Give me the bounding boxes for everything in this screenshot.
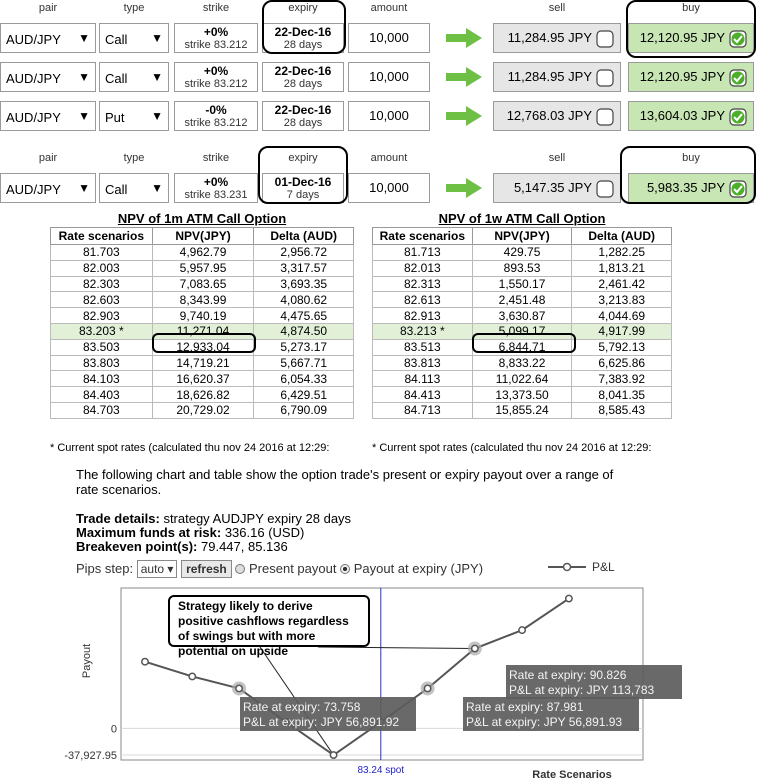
sell-price: 5,147.35 JPY xyxy=(513,180,592,195)
header-strike: strike xyxy=(202,152,230,164)
arrow-right-icon xyxy=(444,67,484,87)
buy-price-button[interactable] xyxy=(628,101,754,131)
delta-cell: 8,041.35 xyxy=(572,387,672,403)
rate-cell: 83.203 * xyxy=(51,323,153,339)
rate-cell: 84.703 xyxy=(51,402,153,418)
table-row xyxy=(373,402,672,418)
strike-field[interactable] xyxy=(174,101,258,131)
pair-select[interactable] xyxy=(0,62,96,92)
npv-cell: 16,620.37 xyxy=(152,371,254,387)
buy-price-button[interactable] xyxy=(628,62,754,92)
strike-field[interactable] xyxy=(174,62,258,92)
funds-value: 336.16 (USD) xyxy=(224,525,305,540)
delta-cell: 2,461.42 xyxy=(572,276,672,292)
table-row xyxy=(51,308,354,324)
y-tick-label: -37,927.95 xyxy=(64,750,117,763)
type-value: Call xyxy=(105,32,128,47)
npv-left-table xyxy=(50,227,354,419)
npv-cell: 429.75 xyxy=(472,245,572,261)
delta-cell: 6,790.09 xyxy=(254,402,354,418)
column-header: Rate scenarios xyxy=(373,228,473,245)
tooltip-rate: Rate at expiry: 73.758 xyxy=(243,700,361,714)
column-header: NPV(JPY) xyxy=(472,228,572,245)
delta-cell: 6,054.33 xyxy=(254,371,354,387)
header-buy: buy xyxy=(682,2,700,14)
npv-cell: 13,373.50 xyxy=(472,387,572,403)
details-label: Trade details: xyxy=(76,511,160,526)
expiry-field[interactable] xyxy=(262,101,344,131)
delta-cell: 5,667.71 xyxy=(254,355,354,371)
x-axis-label: Rate Scenarios xyxy=(532,769,612,781)
data-point[interactable] xyxy=(519,627,525,633)
type-value: Call xyxy=(105,182,128,197)
npv-cell: 2,451.48 xyxy=(472,292,572,308)
pair-select[interactable] xyxy=(0,173,96,203)
arrow-right-icon xyxy=(444,178,484,198)
dropdown-arrow-icon: ▼ xyxy=(151,181,163,195)
npv-left-body xyxy=(51,245,354,419)
sell-price-button[interactable] xyxy=(493,173,621,203)
type-value: Call xyxy=(105,71,128,86)
expiry-days: 7 days xyxy=(286,189,320,201)
rate-cell: 82.003 xyxy=(51,260,153,276)
strike-percent: +0% xyxy=(203,25,229,39)
npv-cell: 14,719.21 xyxy=(152,355,254,371)
rate-cell: 82.603 xyxy=(51,292,153,308)
buy-price: 5,983.35 JPY xyxy=(646,180,725,195)
expiry-days: 28 days xyxy=(283,78,323,90)
data-point[interactable] xyxy=(142,659,148,665)
amount-input[interactable]: 10,000 xyxy=(348,23,430,53)
callout-box xyxy=(168,595,370,658)
column-header: Delta (AUD) xyxy=(254,228,354,245)
npv-cell: 6,844.71 xyxy=(472,339,572,355)
npv-cell: 11,022.64 xyxy=(472,371,572,387)
rate-cell: 84.103 xyxy=(51,371,153,387)
header-type: type xyxy=(123,152,145,164)
dropdown-arrow-icon: ▼ xyxy=(151,70,163,84)
table-row xyxy=(51,371,354,387)
arrow-right-icon xyxy=(444,106,484,126)
rate-cell: 83.213 * xyxy=(373,323,473,339)
rate-cell: 83.813 xyxy=(373,355,473,371)
dropdown-arrow-icon: ▼ xyxy=(78,109,90,123)
expiry-payout-label: Payout at expiry (JPY) xyxy=(353,561,484,576)
header-amount: amount xyxy=(370,152,408,164)
rate-cell: 82.303 xyxy=(51,276,153,292)
refresh-button[interactable]: refresh xyxy=(181,560,232,578)
sell-checkbox[interactable] xyxy=(596,30,614,48)
rate-cell: 84.113 xyxy=(373,371,473,387)
expiry-days: 28 days xyxy=(283,117,323,129)
buy-highlight-oval xyxy=(620,146,756,204)
chart-legend xyxy=(548,560,615,574)
sell-price-button[interactable] xyxy=(493,62,621,92)
expiry-field[interactable] xyxy=(262,62,344,92)
description-text: The following chart and table show the option trade's present or expiry payout over a range of rate scenarios. xyxy=(76,467,614,497)
npv-cell: 8,833.22 xyxy=(472,355,572,371)
header-expiry: expiry xyxy=(288,2,318,14)
rate-cell: 84.413 xyxy=(373,387,473,403)
table-row xyxy=(51,402,354,418)
table-row xyxy=(373,245,672,261)
data-point[interactable] xyxy=(236,685,242,691)
npv-right-footnote: * Current spot rates (calculated thu nov 24 2016 at 12:29: xyxy=(372,442,652,454)
expiry-highlight-oval xyxy=(262,0,346,54)
delta-cell: 8,585.43 xyxy=(572,402,672,418)
header-buy: buy xyxy=(682,152,700,164)
npv-right-body xyxy=(373,245,672,419)
delta-cell: 4,044.69 xyxy=(572,308,672,324)
rate-cell: 84.713 xyxy=(373,402,473,418)
data-point[interactable] xyxy=(189,673,195,679)
breakeven-value: 79.447, 85.136 xyxy=(201,539,288,554)
npv-cell: 11,271.04 xyxy=(152,323,254,339)
delta-cell: 1,813.21 xyxy=(572,260,672,276)
arrow-right-icon xyxy=(444,28,484,48)
header-strike: strike xyxy=(202,2,230,14)
tooltip-rate: Rate at expiry: 87.981 xyxy=(466,700,584,714)
rate-cell: 84.403 xyxy=(51,387,153,403)
buy-price: 12,120.95 JPY xyxy=(639,69,725,84)
npv-highlight-oval xyxy=(152,333,256,353)
rate-cell: 81.713 xyxy=(373,245,473,261)
trade-row xyxy=(0,100,759,132)
strike-percent: +0% xyxy=(203,175,229,189)
type-select[interactable] xyxy=(99,173,169,203)
delta-cell: 6,429.51 xyxy=(254,387,354,403)
expiry-date: 01-Dec-16 xyxy=(274,175,332,189)
buy-price: 13,604.03 JPY xyxy=(639,108,725,123)
table-row xyxy=(373,387,672,403)
npv-cell: 3,630.87 xyxy=(472,308,572,324)
header-sell: sell xyxy=(548,2,566,14)
trade-details xyxy=(76,512,476,554)
legend-label: P&L xyxy=(592,560,615,574)
table-row xyxy=(51,276,354,292)
delta-cell: 3,213.83 xyxy=(572,292,672,308)
dropdown-arrow-icon: ▼ xyxy=(78,31,90,45)
rate-cell: 81.703 xyxy=(51,245,153,261)
sell-price-button[interactable] xyxy=(493,23,621,53)
expiry-days: 28 days xyxy=(283,39,323,51)
column-header: Rate scenarios xyxy=(51,228,153,245)
tooltip-pl: P&L at expiry: JPY 113,783 xyxy=(509,683,655,697)
delta-cell: 4,475.65 xyxy=(254,308,354,324)
pips-value: auto xyxy=(140,562,165,576)
table-row xyxy=(373,371,672,387)
buy-price: 12,120.95 JPY xyxy=(639,30,725,45)
strike-percent: +0% xyxy=(203,64,229,78)
table-row xyxy=(373,308,672,324)
rate-cell: 82.013 xyxy=(373,260,473,276)
strike-field[interactable] xyxy=(174,23,258,53)
expiry-date: 22-Dec-16 xyxy=(274,103,332,117)
npv-cell: 9,740.19 xyxy=(152,308,254,324)
trade-row xyxy=(0,61,759,93)
type-value: Put xyxy=(105,110,125,125)
strike-value: strike 83.212 xyxy=(184,117,248,129)
npv-left-footnote: * Current spot rates (calculated thu nov 24 2016 at 12:29: xyxy=(50,442,330,454)
table-row xyxy=(51,355,354,371)
strike-value: strike 83.231 xyxy=(184,189,248,201)
present-payout-label: Present payout xyxy=(249,561,337,576)
npv-cell: 5,957.95 xyxy=(152,260,254,276)
expiry-date: 22-Dec-16 xyxy=(274,64,332,78)
amount-input[interactable]: 10,000 xyxy=(348,173,430,203)
breakeven-label: Breakeven point(s): xyxy=(76,539,198,554)
strike-value: strike 83.212 xyxy=(184,78,248,90)
strike-percent: -0% xyxy=(205,103,227,117)
type-select[interactable] xyxy=(99,101,169,131)
rate-cell: 83.513 xyxy=(373,339,473,355)
header-expiry: expiry xyxy=(288,152,318,164)
delta-cell: 2,956.72 xyxy=(254,245,354,261)
expiry-date: 22-Dec-16 xyxy=(274,25,332,39)
npv-cell: 1,550.17 xyxy=(472,276,572,292)
rate-cell: 82.913 xyxy=(373,308,473,324)
dropdown-arrow-icon: ▼ xyxy=(151,31,163,45)
npv-cell: 8,343.99 xyxy=(152,292,254,308)
data-point[interactable] xyxy=(472,645,478,651)
buy-checkbox-checked[interactable] xyxy=(729,69,747,87)
dropdown-arrow-icon: ▼ xyxy=(151,109,163,123)
sell-checkbox[interactable] xyxy=(596,108,614,126)
tooltip-pl: P&L at expiry: JPY 56,891.92 xyxy=(243,715,400,729)
npv-cell: 18,626.82 xyxy=(152,387,254,403)
callout-text: Strategy likely to derive positive cashflows regardless of swings but with more potential on upside xyxy=(178,599,349,658)
pips-label: Pips step: xyxy=(76,561,134,576)
npv-cell: 20,729.02 xyxy=(152,402,254,418)
npv-right-table xyxy=(372,227,672,419)
delta-cell: 4,917.99 xyxy=(572,323,672,339)
payout-chart xyxy=(0,551,759,781)
spot-label: 83.24 spot xyxy=(357,765,405,776)
column-header: Delta (AUD) xyxy=(572,228,672,245)
pair-value: AUD/JPY xyxy=(6,71,61,86)
pair-select[interactable] xyxy=(0,101,96,131)
sell-price: 11,284.95 JPY xyxy=(507,30,592,45)
sell-checkbox[interactable] xyxy=(596,69,614,87)
buy-checkbox-checked[interactable] xyxy=(729,108,747,126)
npv-cell: 15,855.24 xyxy=(472,402,572,418)
buy-highlight-oval xyxy=(626,0,756,58)
npv-left-title: NPV of 1m ATM Call Option xyxy=(117,211,287,226)
rate-cell: 82.613 xyxy=(373,292,473,308)
type-select[interactable] xyxy=(99,62,169,92)
strike-value: strike 83.212 xyxy=(184,39,248,51)
npv-right-title: NPV of 1w ATM Call Option xyxy=(438,211,606,226)
sell-price-button[interactable] xyxy=(493,101,621,131)
table-row xyxy=(373,276,672,292)
rate-cell: 83.803 xyxy=(51,355,153,371)
delta-cell: 5,792.13 xyxy=(572,339,672,355)
sell-price: 12,768.03 JPY xyxy=(506,108,592,123)
table-row xyxy=(51,260,354,276)
pair-value: AUD/JPY xyxy=(6,32,61,47)
table-row xyxy=(373,355,672,371)
data-point[interactable] xyxy=(424,685,430,691)
tooltip-rate: Rate at expiry: 90.826 xyxy=(509,668,627,682)
delta-cell: 4,874.50 xyxy=(254,323,354,339)
dropdown-arrow-icon: ▼ xyxy=(78,70,90,84)
tooltip-pl: P&L at expiry: JPY 56,891.93 xyxy=(466,715,623,729)
y-axis-label: Payout xyxy=(81,643,93,679)
table-row xyxy=(51,387,354,403)
delta-cell: 6,625.86 xyxy=(572,355,672,371)
delta-cell: 3,693.35 xyxy=(254,276,354,292)
npv-cell: 12,933.04 xyxy=(152,339,254,355)
pair-value: AUD/JPY xyxy=(6,182,61,197)
npv-cell: 893.53 xyxy=(472,260,572,276)
delta-cell: 7,383.92 xyxy=(572,371,672,387)
data-point[interactable] xyxy=(330,752,336,758)
pair-value: AUD/JPY xyxy=(6,110,61,125)
header-pair: pair xyxy=(38,2,58,14)
header-type: type xyxy=(123,2,145,14)
dropdown-arrow-icon: ▼ xyxy=(78,181,90,195)
sell-checkbox[interactable] xyxy=(596,180,614,198)
rate-cell: 82.313 xyxy=(373,276,473,292)
pips-select[interactable]: auto ▾ xyxy=(137,560,178,578)
table-row xyxy=(51,245,354,261)
sell-price: 11,284.95 JPY xyxy=(507,69,592,84)
data-point[interactable] xyxy=(566,595,572,601)
header-sell: sell xyxy=(548,152,566,164)
header-pair: pair xyxy=(38,152,58,164)
header-amount: amount xyxy=(370,2,408,14)
delta-cell: 4,080.62 xyxy=(254,292,354,308)
y-tick-label: 0 xyxy=(110,723,117,736)
rate-cell: 82.903 xyxy=(51,308,153,324)
npv-cell: 4,962.79 xyxy=(152,245,254,261)
amount-input[interactable]: 10,000 xyxy=(348,62,430,92)
details-value: strategy AUDJPY expiry 28 days xyxy=(163,511,352,526)
table-row xyxy=(373,292,672,308)
delta-cell: 1,282.25 xyxy=(572,245,672,261)
expiry-highlight-oval xyxy=(258,146,348,204)
pair-select[interactable] xyxy=(0,23,96,53)
type-select[interactable] xyxy=(99,23,169,53)
strike-field[interactable] xyxy=(174,173,258,203)
funds-label: Maximum funds at risk: xyxy=(76,525,222,540)
delta-cell: 5,273.17 xyxy=(254,339,354,355)
npv-cell: 5,099.17 xyxy=(472,323,572,339)
table-row xyxy=(51,292,354,308)
rate-cell: 83.503 xyxy=(51,339,153,355)
npv-cell: 7,083.65 xyxy=(152,276,254,292)
column-header: NPV(JPY) xyxy=(152,228,254,245)
table-row xyxy=(373,260,672,276)
npv-highlight-oval xyxy=(472,333,576,353)
delta-cell: 3,317.57 xyxy=(254,260,354,276)
amount-input[interactable]: 10,000 xyxy=(348,101,430,131)
